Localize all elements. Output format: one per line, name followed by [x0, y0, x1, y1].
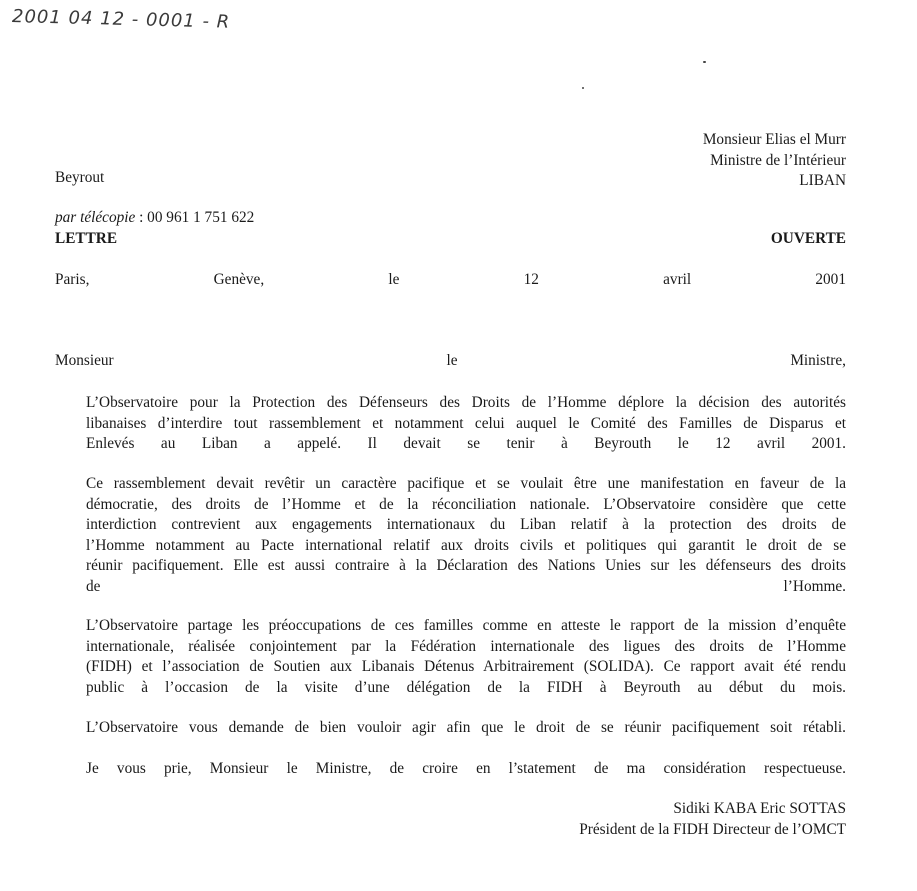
text-line: libanaises d’interdire tout rassemblement et notamment celui auquel le Comité des Familles de Disparus et — [86, 414, 846, 432]
salutation-word: Monsieur — [55, 352, 114, 369]
signatory-titles: Président de la FIDH Directeur de l’OMCT — [579, 820, 846, 838]
letter-title — [55, 231, 846, 246]
dateline-word: 12 — [523, 271, 539, 288]
text-line: (FIDH) et l’association de Soutien aux Libanais Détenus Arbitrairement (SOLIDA). Ce rapport avait été rendu — [86, 658, 846, 675]
fax-line — [55, 210, 254, 225]
text-line: L’Observatoire partage les préoccupations de ces familles comme en atteste le rapport de la mission d’enquête — [86, 617, 846, 634]
text-line: Ce rassemblement devait revêtir un caractère pacifique et se voulait être une manifestation en faveur de la — [86, 475, 846, 492]
salutation — [55, 353, 846, 368]
text-line: L’Observatoire pour la Protection des Défenseurs des Droits de l’Homme déplore la décision des autorités — [86, 394, 846, 411]
text-line: Je vous prie, Monsieur le Ministre, de croire en l’statement de ma considération respectueuse. — [86, 760, 846, 777]
text-line: l’Homme notamment au Pacte international relatif aux droits civils et politiques qui garantit le droit de se — [86, 536, 846, 554]
dateline-word: Genève, — [213, 271, 265, 288]
text-line: Enlevés au Liban a appelé. Il devait se tenir à Beyrouth le 12 avril 2001. — [86, 435, 846, 452]
recipient-name: Monsieur Elias el Murr — [702, 131, 846, 148]
paragraph-1 — [86, 393, 846, 455]
scan-speck — [703, 61, 706, 63]
dateline-word: Paris, — [55, 271, 90, 288]
text-line: interdiction contrevient aux engagements internationaux du Liban relatif à la protection des droits de — [86, 516, 846, 533]
signature-block — [579, 799, 846, 840]
recipient-country: LIBAN — [799, 172, 846, 189]
text-line-split — [86, 577, 846, 598]
title-right: OUVERTE — [770, 230, 846, 247]
text-line: démocratie, des droits de l’Homme et de la réconciliation nationale. L’Observatoire considère que cette — [86, 495, 846, 513]
dateline-word: le — [388, 271, 400, 288]
paragraph-2 — [86, 474, 846, 597]
recipient-block — [703, 130, 846, 192]
scan-speck — [582, 87, 584, 89]
dateline — [55, 272, 846, 287]
signatory-names: Sidiki KABA Eric SOTTAS — [673, 800, 846, 817]
paragraph-5 — [86, 759, 846, 780]
text-line: internationale, réalisée conjointement par la Fédération internationale des ligues des droits de l’Homme — [86, 637, 846, 655]
fax-label: par télécopie — [55, 209, 136, 226]
text-line: réunir pacifiquement. Elle est aussi contraire à la Déclaration des Nations Unies sur les défenseurs des droits — [86, 557, 846, 574]
salutation-word: Ministre, — [790, 352, 846, 369]
paragraph-3 — [86, 616, 846, 698]
recipient-title: Ministre de l’Intérieur — [710, 151, 846, 169]
recipient-city: Beyrout — [55, 169, 105, 186]
title-left: LETTRE — [55, 230, 118, 247]
handwritten-reference: 2001 04 12 - 0001 - R — [11, 6, 231, 33]
fax-number: : 00 961 1 751 622 — [139, 209, 255, 226]
dateline-word: avril — [663, 271, 692, 288]
text-line: L’Observatoire vous demande de bien vouloir agir afin que le droit de se réunir pacifiquement soit rétabli. — [86, 719, 846, 736]
text-fragment: de — [86, 577, 101, 595]
paragraph-4 — [86, 718, 846, 739]
dateline-word: 2001 — [815, 271, 846, 288]
salutation-word: le — [446, 352, 458, 369]
text-fragment: l’Homme. — [783, 577, 846, 595]
text-line: public à l’occasion de la visite d’une délégation de la FIDH à Beyrouth au début du mois. — [86, 678, 846, 696]
